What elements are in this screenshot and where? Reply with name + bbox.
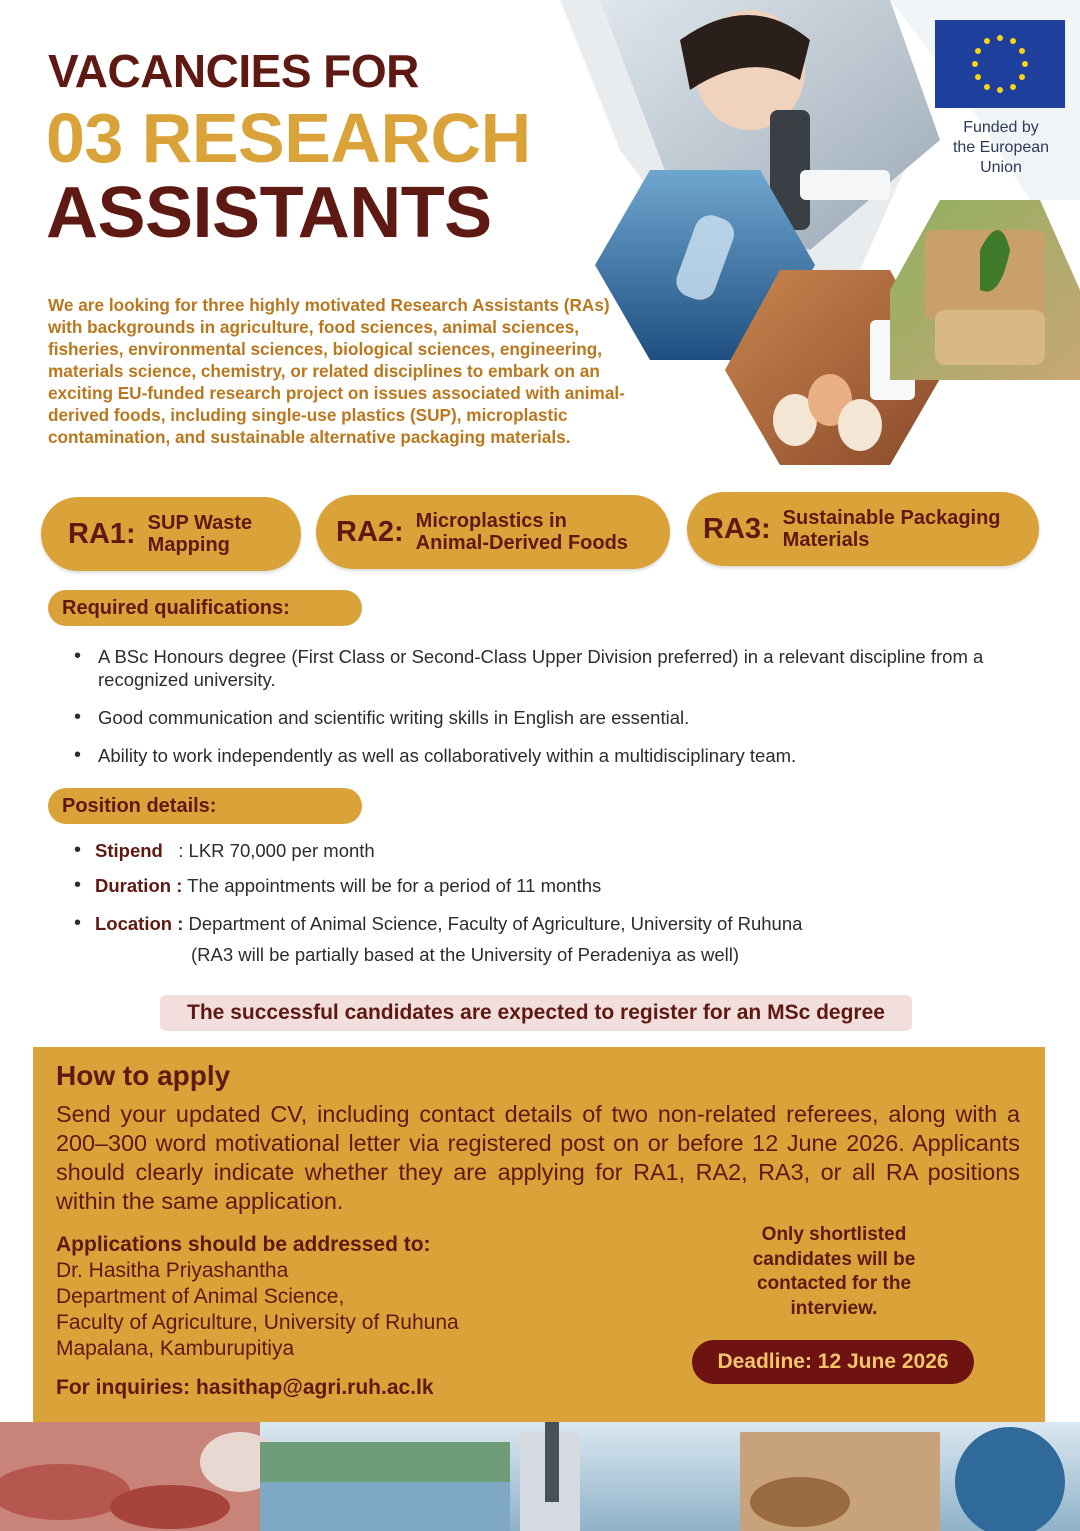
eu-flag-icon: [935, 20, 1065, 108]
position-label: SUP Waste Mapping: [147, 512, 253, 556]
address-line: Mapalana, Kamburupitiya: [56, 1337, 295, 1360]
location-item: • Location : Department of Animal Science, Faculty of Agriculture, University of Ruhuna: [48, 912, 1038, 935]
title-line-3: ASSISTANTS: [46, 173, 492, 253]
address-line: Department of Animal Science,: [56, 1285, 345, 1308]
title-line-1: VACANCIES FOR: [48, 45, 419, 97]
inquiries-email[interactable]: For inquiries: hasithap@agri.ruh.ac.lk: [56, 1376, 434, 1399]
position-label: Microplastics in Animal-Derived Foods: [415, 510, 628, 554]
duration-item: • Duration : The appointments will be for a period of 11 months: [48, 874, 1038, 897]
msc-note: The successful candidates are expected to register for an MSc degree: [160, 995, 912, 1031]
eu-funding-label: Funded by the European Union: [952, 119, 1050, 176]
stipend-item: • Stipend : LKR 70,000 per month: [48, 839, 1038, 862]
intro-paragraph: We are looking for three highly motivated Research Assistants (RAs) with backgrounds in agriculture, food sciences, animal sciences, fisheries, environmental sciences, biological sciences, engineering, materials science, chemistry, or related disciplines to embark on an exciting EU-funded research project on issues associated with animal-derived foods, including single-use plastics (SUP), microplastic contamination, and sustainable alternative packaging materials.: [48, 295, 625, 447]
list-item: • Good communication and scientific writing skills in English are essential.: [48, 706, 1038, 729]
position-pill-ra3: [687, 492, 1039, 566]
list-item: • A BSc Honours degree (First Class or Second-Class Upper Division preferred) in a relevant discipline from a recognized university.: [48, 645, 1038, 691]
list-item: • Ability to work independently as well as collaboratively within a multidisciplinary team.: [48, 744, 1038, 767]
apply-header: How to apply: [56, 1060, 231, 1091]
position-code: RA3:: [703, 512, 771, 545]
position-code: RA1:: [68, 517, 136, 550]
location-note: (RA3 will be partially based at the University of Peradeniya as well): [191, 944, 740, 965]
details-header: Position details:: [48, 788, 362, 824]
shortlist-note: Only shortlisted candidates will be contacted for the interview.: [752, 1224, 916, 1319]
qualifications-header: Required qualifications:: [48, 590, 362, 626]
title-line-2: 03 RESEARCH: [46, 99, 531, 177]
deadline-badge: Deadline: 12 June 2026: [692, 1340, 974, 1384]
footer-photo-strip: [0, 1422, 1080, 1531]
position-pill-ra1: [41, 497, 301, 571]
position-pill-ra2: [316, 495, 670, 569]
apply-text: Send your updated CV, including contact details of two non-related referees, along with a 200–300 word motivational letter via registered post on or before 12 June 2026. Applicants should clearly indicate whether they are applying for RA1, RA2, RA3, or all RA positions within the same application.: [56, 1101, 1020, 1214]
address-header: Applications should be addressed to:: [56, 1233, 431, 1256]
address-line: Dr. Hasitha Priyashantha: [56, 1259, 289, 1282]
address-line: Faculty of Agriculture, University of Ruhuna: [56, 1311, 459, 1334]
details-list: [48, 839, 1038, 935]
position-code: RA2:: [336, 515, 404, 548]
qualifications-list: [48, 645, 1038, 767]
position-label: Sustainable Packaging Materials: [782, 507, 1001, 551]
